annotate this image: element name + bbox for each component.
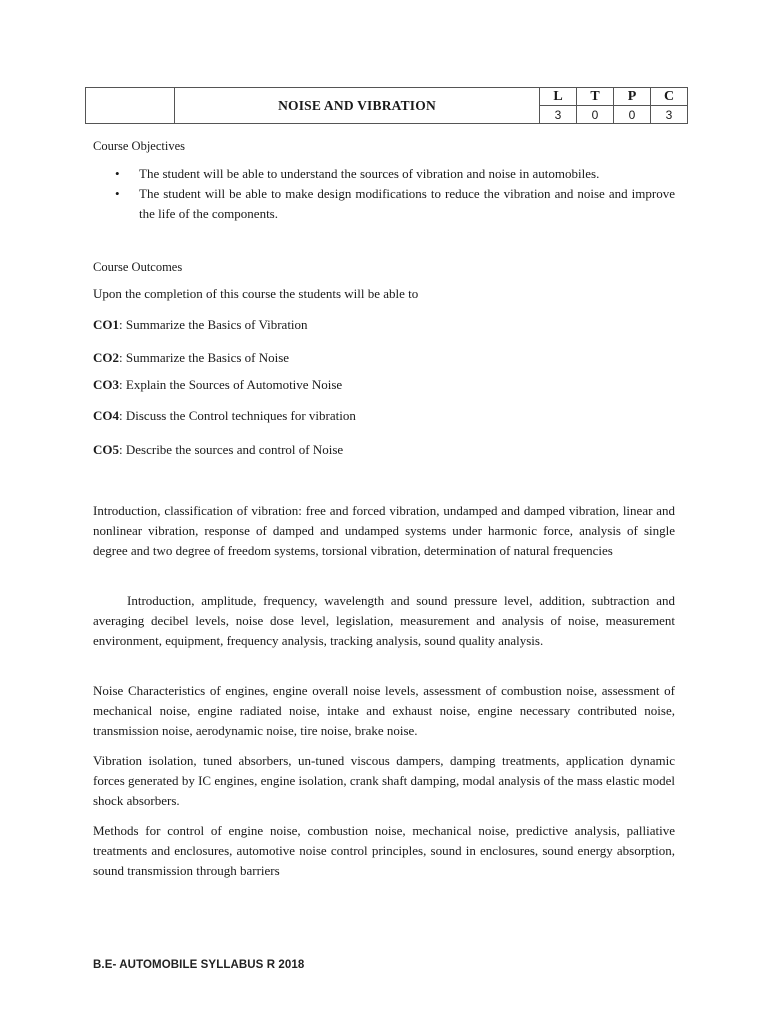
outcome-sep: : (119, 442, 126, 457)
outcome-code: CO3 (93, 377, 119, 392)
outcome-sep: : (119, 377, 126, 392)
outcome-item-co5 (93, 440, 343, 460)
course-code-cell (86, 88, 175, 124)
credit-value-c: 3 (651, 106, 688, 124)
objective-item (93, 164, 675, 184)
credit-header-c: C (651, 88, 688, 106)
outcomes-intro: Upon the completion of this course the students will be able to (93, 286, 419, 301)
outcome-text: Summarize the Basics of Noise (125, 350, 290, 365)
outcome-text: Discuss the Control techniques for vibration (125, 408, 356, 423)
outcomes-heading: Course Outcomes (93, 260, 183, 274)
credit-value-t: 0 (577, 106, 614, 124)
outcome-code: CO4 (93, 408, 119, 423)
credit-value-p: 0 (614, 106, 651, 124)
objective-text: The student will be able to understand the sources of vibration and noise in automobiles. (139, 166, 600, 181)
outcome-text: Summarize the Basics of Vibration (125, 317, 308, 332)
course-header-table (85, 87, 688, 124)
outcome-code: CO1 (93, 317, 119, 332)
objectives-list (93, 164, 675, 224)
unit-1-content: Introduction, classification of vibration: free and forced vibration, undamped and damped vibration, linear and nonlinear vibration, response of damped and undamped systems under harmonic force, analysis of single degree and two degree of freedom systems, torsional vibration, determination of natural frequencies (93, 503, 675, 558)
credit-header-p: P (614, 88, 651, 106)
unit-4-content: Vibration isolation, tuned absorbers, un-tuned viscous dampers, damping treatments, application dynamic forces generated by IC engines, engine isolation, crank shaft damping, modal analysis of the mass elastic model shock absorbers. (93, 753, 675, 808)
objective-item (93, 184, 675, 224)
objectives-heading: Course Objectives (93, 139, 185, 153)
objective-text: The student will be able to make design modifications to reduce the vibration and noise and improve the life of the components. (139, 186, 675, 221)
credit-header-l: L (540, 88, 577, 106)
outcome-sep: : (119, 317, 126, 332)
outcome-sep: : (119, 350, 126, 365)
outcome-text: Describe the sources and control of Noise (125, 442, 344, 457)
outcome-text: Explain the Sources of Automotive Noise (125, 377, 343, 392)
unit-5-content: Methods for control of engine noise, combustion noise, mechanical noise, predictive analysis, palliative treatments and enclosures, automotive noise control principles, sound in enclosures, sound energy absorption, sound transmission through barriers (93, 823, 675, 878)
credit-value-l: 3 (540, 106, 577, 124)
page-footer: B.E- AUTOMOBILE SYLLABUS R 2018 (93, 959, 305, 971)
outcome-item-co4 (93, 406, 356, 426)
outcome-code: CO2 (93, 350, 119, 365)
unit-3-content: Noise Characteristics of engines, engine overall noise levels, assessment of combustion noise, assessment of mechanical noise, engine radiated noise, intake and exhaust noise, engine necessary contributed noise, transmission noise, aerodynamic noise, tire noise, brake noise. (93, 683, 675, 738)
outcome-item-co1 (93, 315, 308, 335)
outcome-sep: : (119, 408, 126, 423)
course-title: NOISE AND VIBRATION (175, 88, 540, 124)
bullet-icon: • (115, 186, 120, 201)
bullet-icon: • (115, 166, 120, 181)
outcome-item-co2 (93, 348, 289, 368)
outcome-code: CO5 (93, 442, 119, 457)
credit-header-t: T (577, 88, 614, 106)
outcome-item-co3 (93, 375, 342, 395)
unit-2-content: Introduction, amplitude, frequency, wavelength and sound pressure level, addition, subtraction and averaging decibel levels, noise dose level, legislation, measurement and analysis of noise, measurement environment, equipment, frequency analysis, tracking analysis, sound quality analysis. (93, 593, 675, 648)
